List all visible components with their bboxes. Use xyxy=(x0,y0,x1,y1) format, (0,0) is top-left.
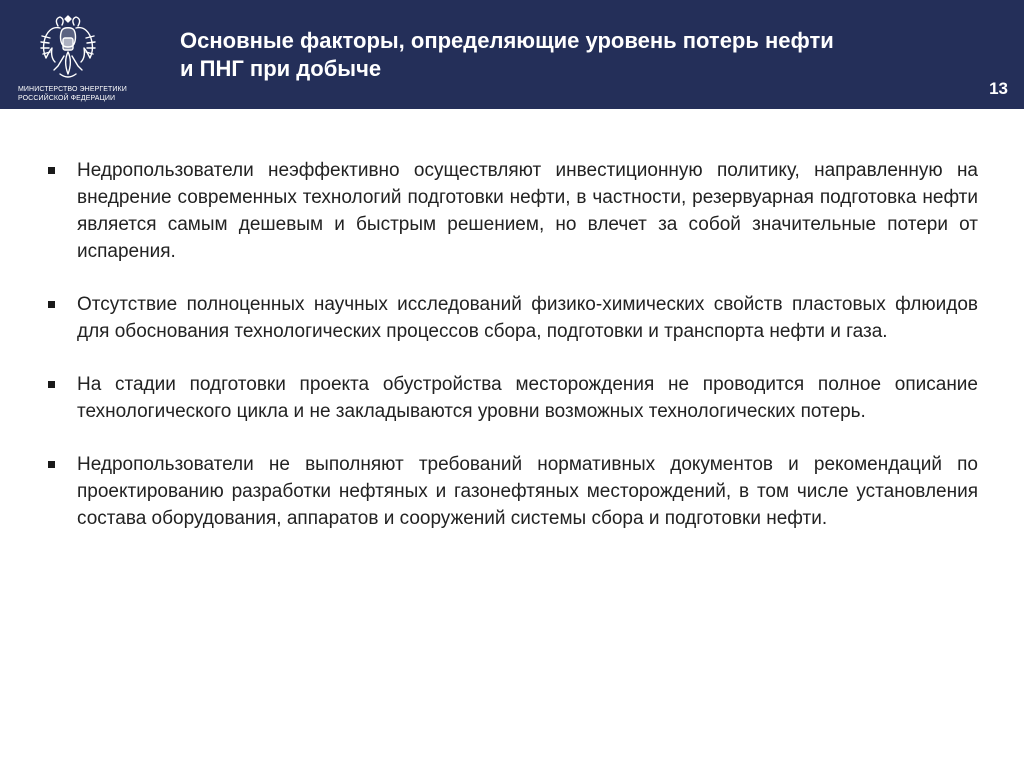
slide-title-line1: Основные факторы, определяющие уровень потерь нефти xyxy=(180,28,834,53)
bullet-text: Недропользователи неэффективно осуществляют инвестиционную политику, направленную на внедрение современных технологий подготовки нефти, в частности, резервуарная подготовка нефти является самым дешевым и быстрым решением, но влечет за собой значительные потери от испарения. xyxy=(77,160,978,262)
bullet-text: Недропользователи не выполняют требований нормативных документов и рекомендаций по проектированию разработки нефтяных и газонефтяных месторождений, в том числе установления состава оборудования, аппаратов и сооружений системы сбора и подготовки нефти. xyxy=(77,454,978,529)
ministry-name xyxy=(18,85,148,103)
ministry-name-line2: РОССИЙСКОЙ ФЕДЕРАЦИИ xyxy=(18,95,116,102)
bullet-list xyxy=(44,157,978,558)
slide-title-line2: и ПНГ при добыче xyxy=(180,56,382,81)
slide-title xyxy=(180,27,960,83)
ministry-logo xyxy=(14,10,140,102)
slide-number: 13 xyxy=(989,79,1008,98)
slide-header xyxy=(0,0,1024,109)
bullet-text: На стадии подготовки проекта обустройства месторождения не проводится полное описание технологического цикла и не закладываются уровни возможных технологических потерь. xyxy=(77,374,978,422)
bullet-square-icon xyxy=(48,301,55,308)
bullet-square-icon xyxy=(48,461,55,468)
bullet-square-icon xyxy=(48,167,55,174)
bullet-item xyxy=(44,451,978,532)
bullet-item xyxy=(44,371,978,425)
russian-coat-of-arms-icon xyxy=(38,12,98,82)
bullet-square-icon xyxy=(48,381,55,388)
ministry-name-line1: МИНИСТЕРСТВО ЭНЕРГЕТИКИ xyxy=(18,86,127,93)
bullet-item xyxy=(44,291,978,345)
bullet-item xyxy=(44,157,978,265)
bullet-text: Отсутствие полноценных научных исследований физико-химических свойств пластовых флюидов для обоснования технологических процессов сбора, подготовки и транспорта нефти и газа. xyxy=(77,294,978,342)
